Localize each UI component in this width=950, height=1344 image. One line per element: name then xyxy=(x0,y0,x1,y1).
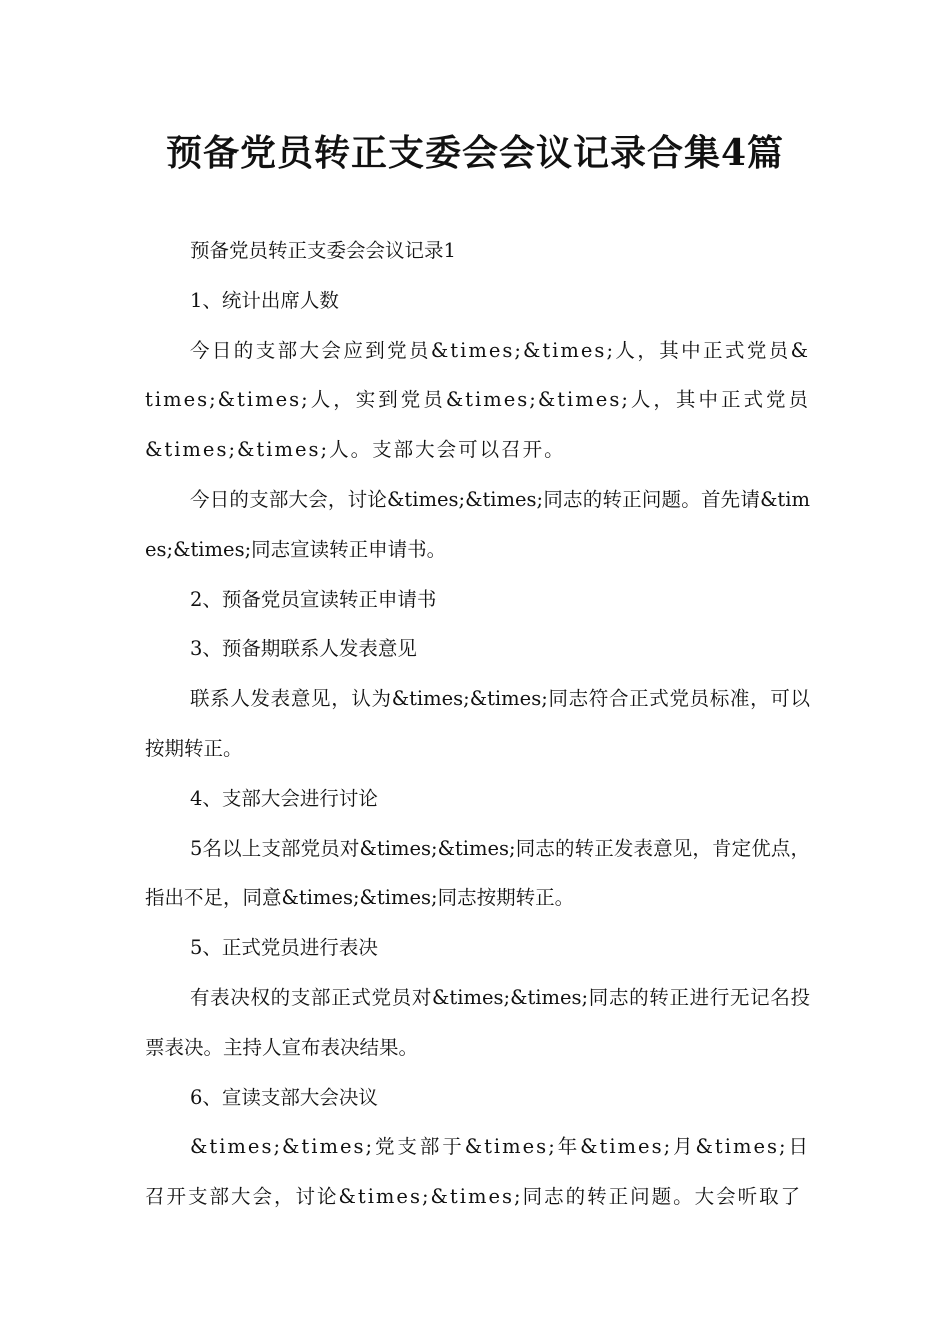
body-paragraph: 今日的支部大会应到党员&times;&times;人，其中正式党员&times;&times;人，实到党员&times;&times;人，其中正式党员&times;&times;人。支部大会可以召开。 xyxy=(145,338,810,462)
step-heading: 5、正式党员进行表决 xyxy=(190,936,378,960)
step-heading: 6、宣读支部大会决议 xyxy=(190,1085,378,1109)
body-paragraph: &times;&times;党支部于&times;年&times;月&times;日召开支部大会，讨论&times;&times;同志的转正问题。大会听取了 xyxy=(145,1135,810,1209)
body-paragraph: 今日的支部大会，讨论&times;&times;同志的转正问题。首先请&times;&times;同志宣读转正申请书。 xyxy=(145,487,810,561)
document-body xyxy=(145,226,810,1222)
step-heading: 4、支部大会进行讨论 xyxy=(190,786,378,810)
step-heading: 1、统计出席人数 xyxy=(190,288,339,312)
body-paragraph: 5名以上支部党员对&times;&times;同志的转正发表意见，肯定优点，指出不足，同意&times;&times;同志按期转正。 xyxy=(145,836,810,910)
body-paragraph: 有表决权的支部正式党员对&times;&times;同志的转正进行无记名投票表决。主持人宣布表决结果。 xyxy=(145,985,810,1059)
step-heading: 3、预备期联系人发表意见 xyxy=(190,637,417,661)
step-heading: 2、预备党员宣读转正申请书 xyxy=(190,587,437,611)
body-paragraph: 联系人发表意见，认为&times;&times;同志符合正式党员标准，可以按期转正。 xyxy=(145,687,810,760)
document-title: 预备党员转正支委会会议记录合集4篇 xyxy=(165,132,785,174)
section-heading: 预备党员转正支委会会议记录1 xyxy=(190,239,456,262)
